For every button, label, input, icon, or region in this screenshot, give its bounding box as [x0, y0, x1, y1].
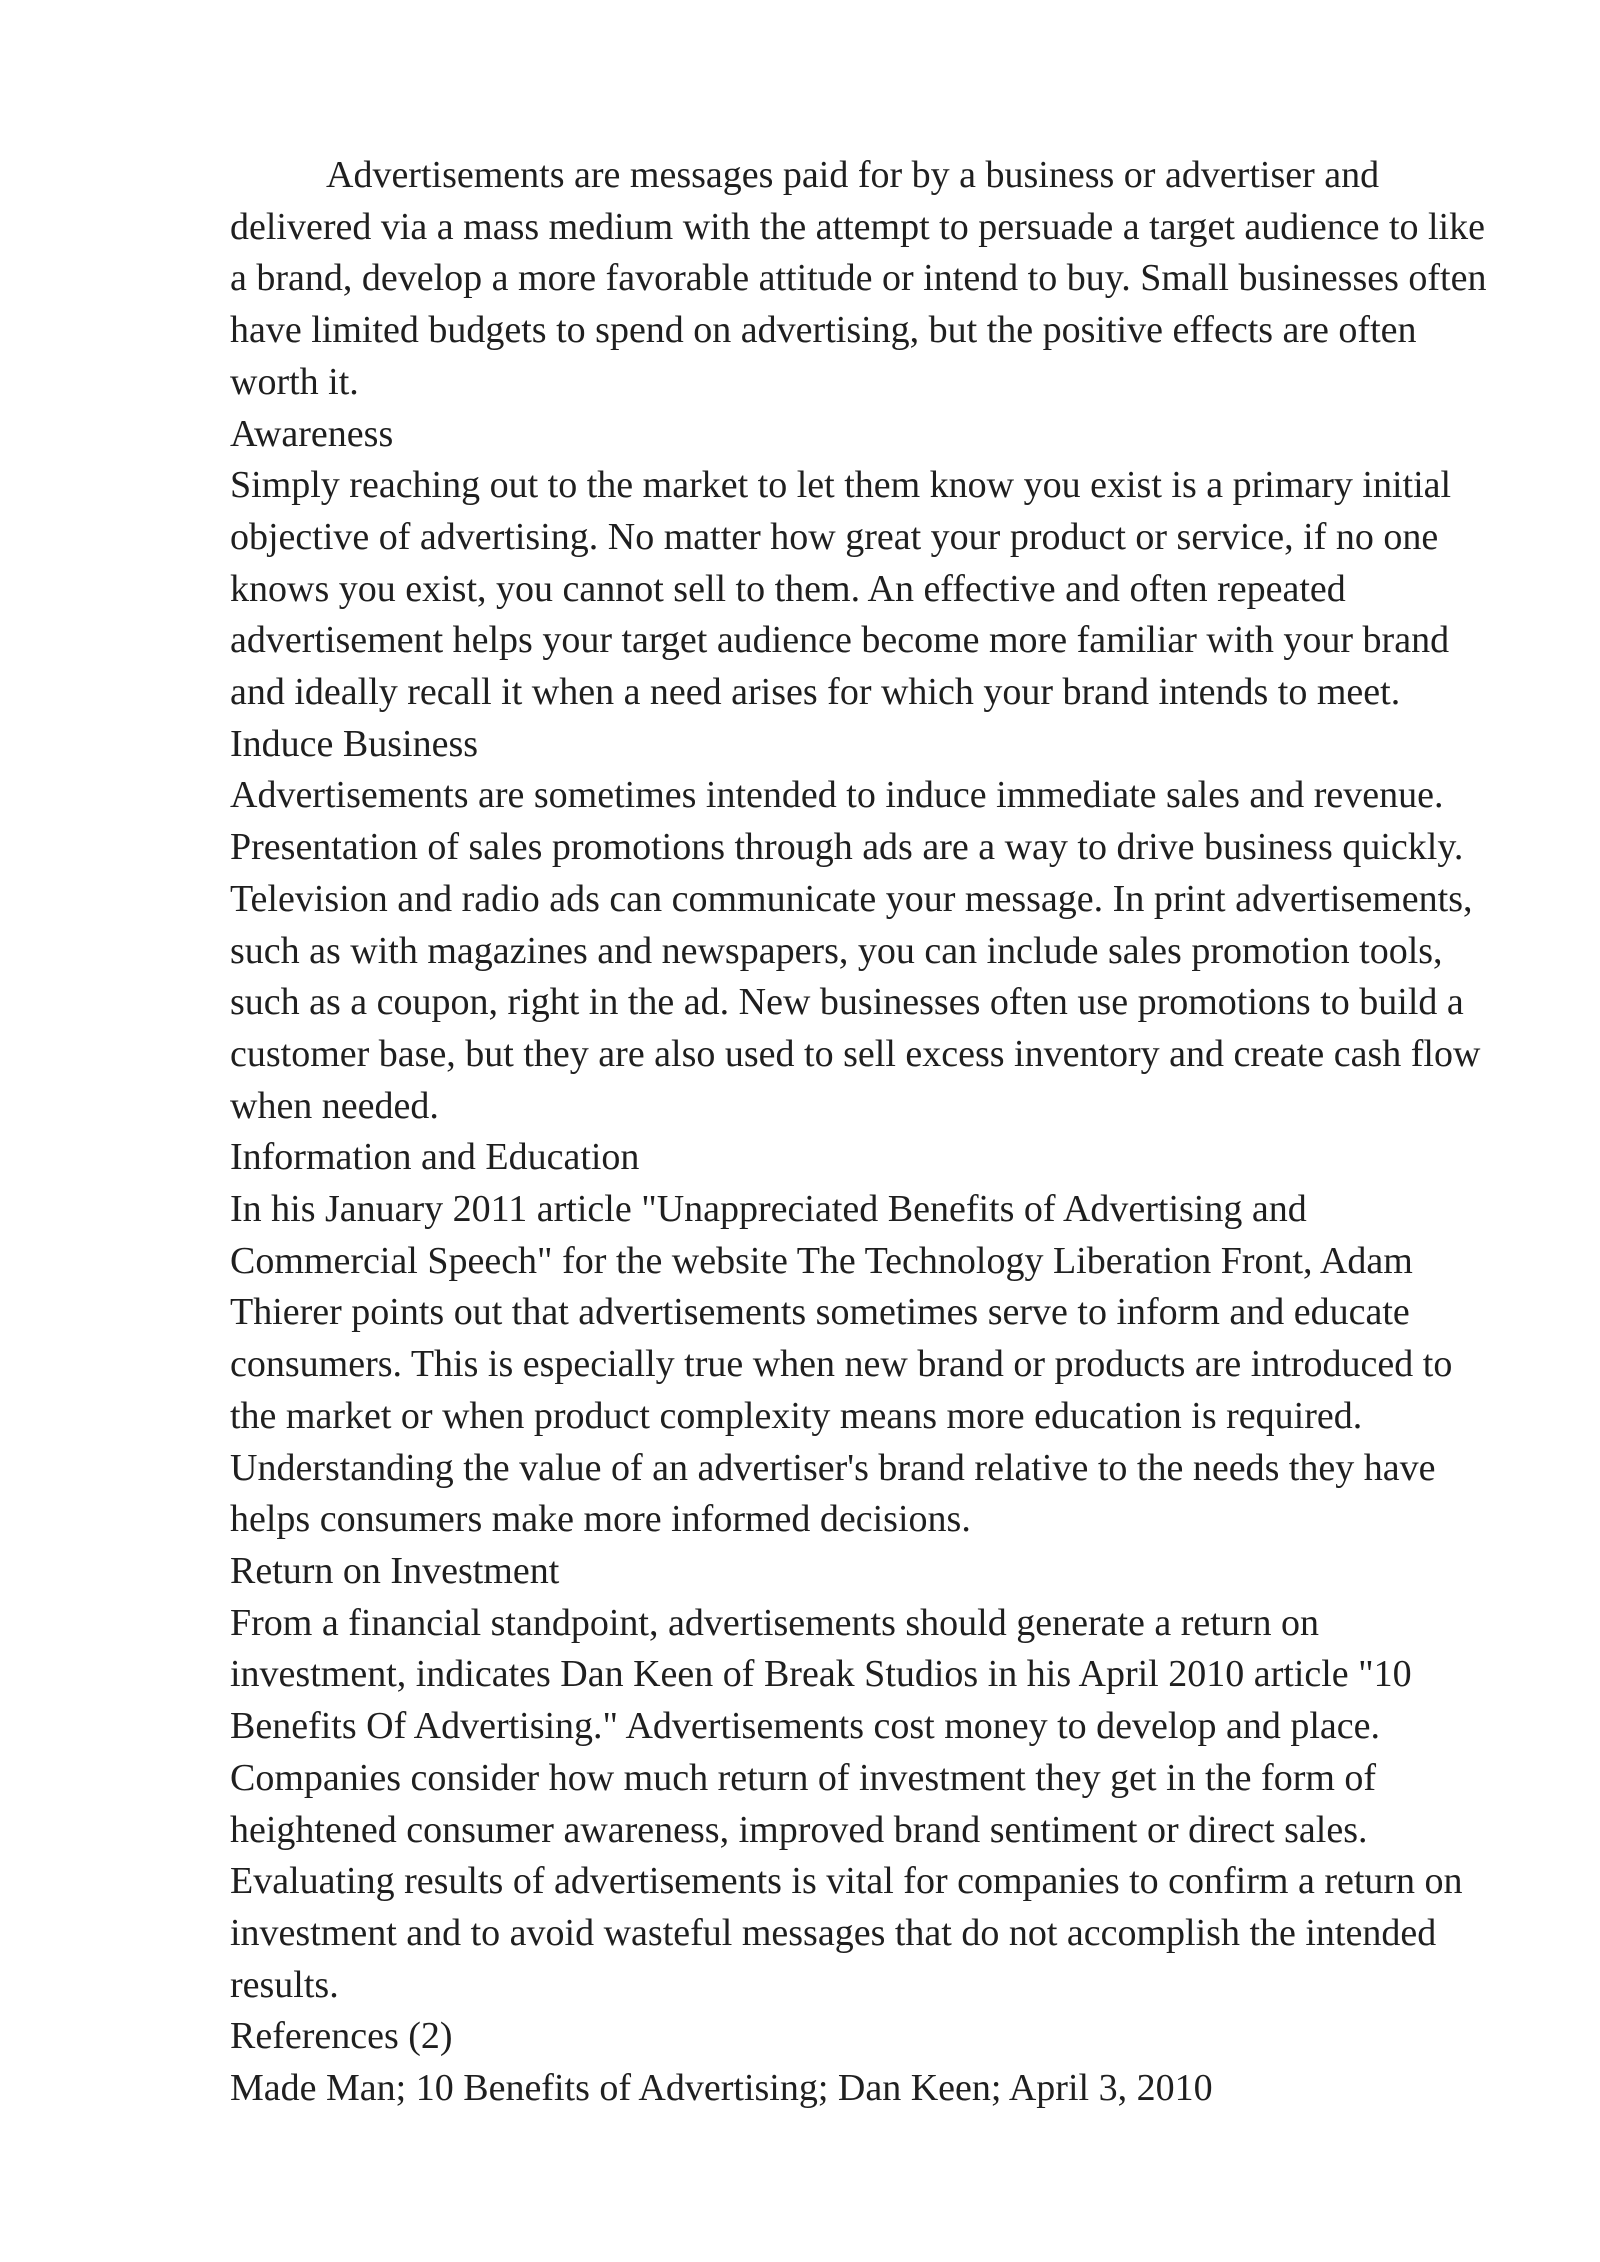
intro-paragraph: Advertisements are messages paid for by a business or advertiser and delivered via a mass medium with the attempt to persuade a target audience to like a brand, develop a more favorable attitude or intend to buy. Small businesses often have limited budgets to spend on advertising, but the positive effects are often worth it.	[230, 154, 1487, 403]
section-body-return-on-investment: From a financial standpoint, advertisements should generate a return on investment, indicates Dan Keen of Break Studios in his April 2010 article "10 Benefits Of Advertising." Advertisements cost money to develop and place. Companies consider how much return of investment they get in the form of heightened consumer awareness, improved brand sentiment or direct sales. Evaluating results of advertisements is vital for companies to confirm a return on investment and to avoid wasteful messages that do not accomplish the intended results.	[230, 1601, 1463, 2006]
section-body-awareness: Simply reaching out to the market to let them know you exist is a primary initial objective of advertising. No matter how great your product or service, if no one knows you exist, you cannot sell to them. An effective and often repeated advertisement helps your target audience become more familiar with your brand and ideally recall it when a need arises for which your brand intends to meet.	[230, 464, 1452, 714]
references-heading: References (2)	[230, 2015, 453, 2058]
reference-item: Made Man; 10 Benefits of Advertising; Dan Keen; April 3, 2010	[230, 2067, 1213, 2110]
section-body-induce-business: Advertisements are sometimes intended to induce immediate sales and revenue. Presentation of sales promotions through ads are a way to drive business quickly. Television and radio ads can communicate your message. In print advertisements, such as with magazines and newspapers, you can include sales promotion tools, such as a coupon, right in the ad. New businesses often use promotions to build a customer base, but they are also used to sell excess inventory and create cash flow when needed.	[230, 774, 1481, 1127]
document-body	[230, 150, 1500, 2115]
section-heading-induce-business: Induce Business	[230, 722, 479, 765]
section-heading-information-education: Information and Education	[230, 1136, 640, 1179]
section-heading-awareness: Awareness	[230, 412, 394, 455]
section-body-information-education: In his January 2011 article "Unappreciated Benefits of Advertising and Commercial Speech" for the website The Technology Liberation Front, Adam Thierer points out that advertisements sometimes serve to inform and educate consumers. This is especially true when new brand or products are introduced to the market or when product complexity means more education is required. Understanding the value of an advertiser's brand relative to the needs they have helps consumers make more informed decisions.	[230, 1188, 1453, 1541]
section-heading-return-on-investment: Return on Investment	[230, 1549, 560, 1592]
